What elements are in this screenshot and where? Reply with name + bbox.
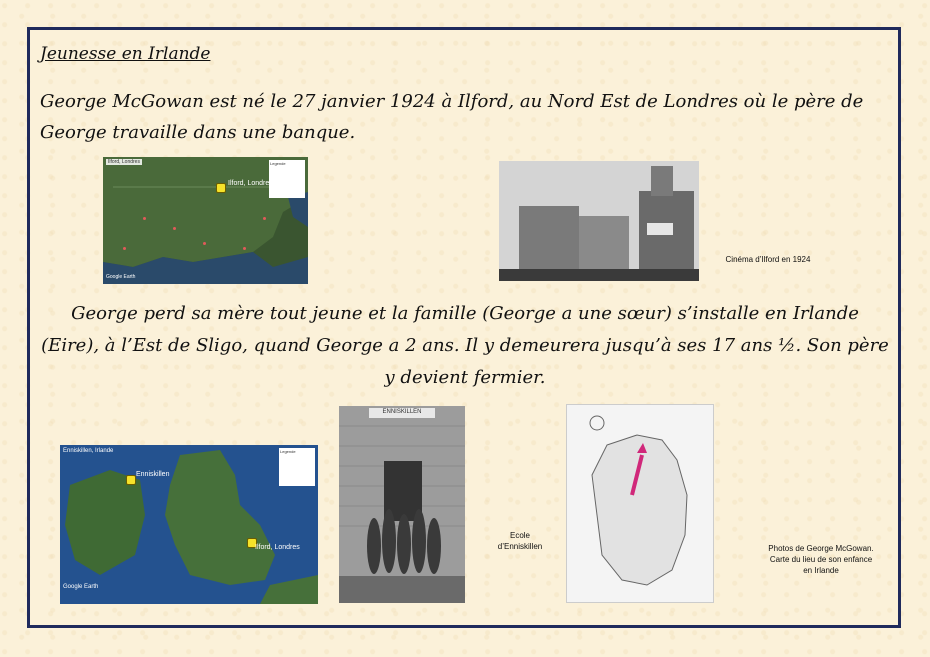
map-ilford bbox=[103, 157, 308, 284]
map-ilford-title: Ilford, Londres bbox=[108, 159, 140, 165]
map-ilford-brand: Google Earth bbox=[106, 274, 136, 280]
map-ireland-caption-line2: Carte du lieu de son enfance bbox=[769, 555, 873, 564]
photo-school-image bbox=[339, 406, 465, 603]
map-marker-icon bbox=[203, 242, 206, 245]
photo-cinema-ilford bbox=[499, 161, 699, 281]
map-enniskillen-legend bbox=[279, 448, 315, 486]
map-ireland-caption-line1: Photos de George McGowan. bbox=[768, 544, 874, 553]
map-enniskillen bbox=[60, 445, 318, 604]
photo-school-caption-line2: d’Enniskillen bbox=[497, 542, 543, 551]
map-enniskillen-brand: Google Earth bbox=[63, 584, 99, 590]
map-marker-icon bbox=[123, 247, 126, 250]
photo-school-enniskillen bbox=[339, 406, 465, 603]
photo-school-caption-line1: Ecole bbox=[509, 531, 530, 540]
map-enniskillen-legend-title: Legende bbox=[280, 449, 296, 454]
map-enniskillen-title: Enniskillen, Irlande bbox=[63, 448, 114, 454]
school-sign-text: ENNISKILLEN bbox=[382, 409, 422, 415]
map-ireland-childhood bbox=[566, 404, 714, 603]
map-ireland-image bbox=[567, 405, 714, 603]
map-enniskillen-pin-label: Enniskillen bbox=[136, 471, 170, 478]
map-ilford-legend bbox=[269, 160, 305, 198]
family-paragraph: George perd sa mère tout jeune et la famille (George a une sœur) s’installe en Irlande (Eire), à l’Est de Sligo, quand George a 2 ans. Il y demeurera jusqu’à ses 17 ans ½. Son père y devient fermier. bbox=[41, 303, 889, 388]
map-ilford-legend-title: Legende bbox=[270, 161, 286, 166]
map-ilford-pin-label: Ilford, Londres bbox=[228, 180, 273, 187]
map-marker-icon bbox=[173, 227, 176, 230]
map-marker-icon bbox=[243, 247, 246, 250]
map-ireland-caption-line3: en Irlande bbox=[803, 566, 839, 575]
map-ireland-caption bbox=[757, 543, 885, 576]
intro-paragraph: George McGowan est né le 27 janvier 1924 à Ilford, au Nord Est de Londres où le père de George travaille dans une banque. bbox=[40, 91, 864, 143]
photo-cinema-image bbox=[499, 161, 699, 281]
page-title: Jeunesse en Irlande bbox=[40, 44, 211, 64]
map-ilford-pin-icon bbox=[216, 183, 226, 193]
map-marker-icon bbox=[263, 217, 266, 220]
photo-cinema-caption: Cinéma d’Ilford en 1924 bbox=[725, 255, 811, 264]
map-marker-icon bbox=[143, 217, 146, 220]
map-enniskillen-pin-icon bbox=[126, 475, 136, 485]
map-ilford-pin2-label: Ilford, Londres bbox=[255, 544, 300, 551]
photo-school-caption bbox=[490, 530, 550, 552]
